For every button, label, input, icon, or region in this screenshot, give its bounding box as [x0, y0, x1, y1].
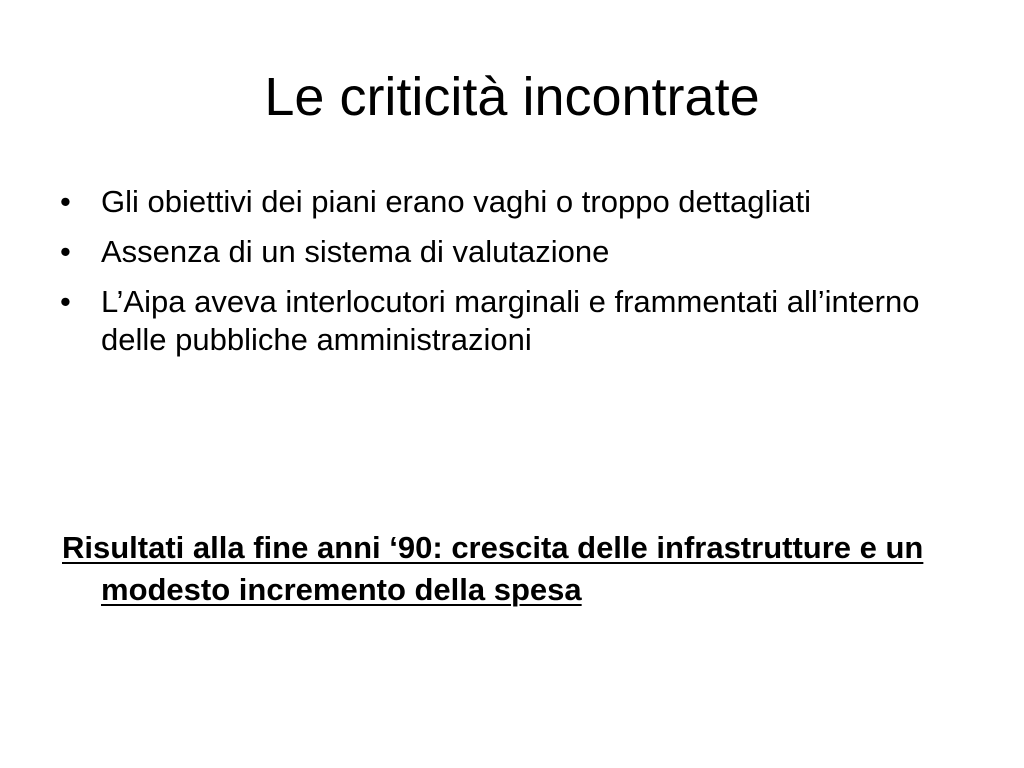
- list-item: [60, 233, 960, 271]
- bullet-text: L’Aipa aveva interlocutori marginali e frammentati all’interno delle pubbliche amministrazioni: [101, 284, 920, 357]
- bullet-list: [60, 183, 960, 371]
- bullet-icon: •: [60, 234, 71, 269]
- results-statement: Risultati alla fine anni ‘90: crescita delle infrastrutture e un modesto incremento della spesa: [62, 530, 924, 607]
- bullet-text: Gli obiettivi dei piani erano vaghi o troppo dettagliati: [101, 184, 812, 219]
- bullet-icon: •: [60, 284, 71, 319]
- list-item: [60, 283, 960, 359]
- bullet-icon: •: [60, 184, 71, 219]
- bullet-text: Assenza di un sistema di valutazione: [101, 234, 610, 269]
- list-item: [60, 183, 960, 221]
- slide-title: Le criticità incontrate: [264, 67, 760, 127]
